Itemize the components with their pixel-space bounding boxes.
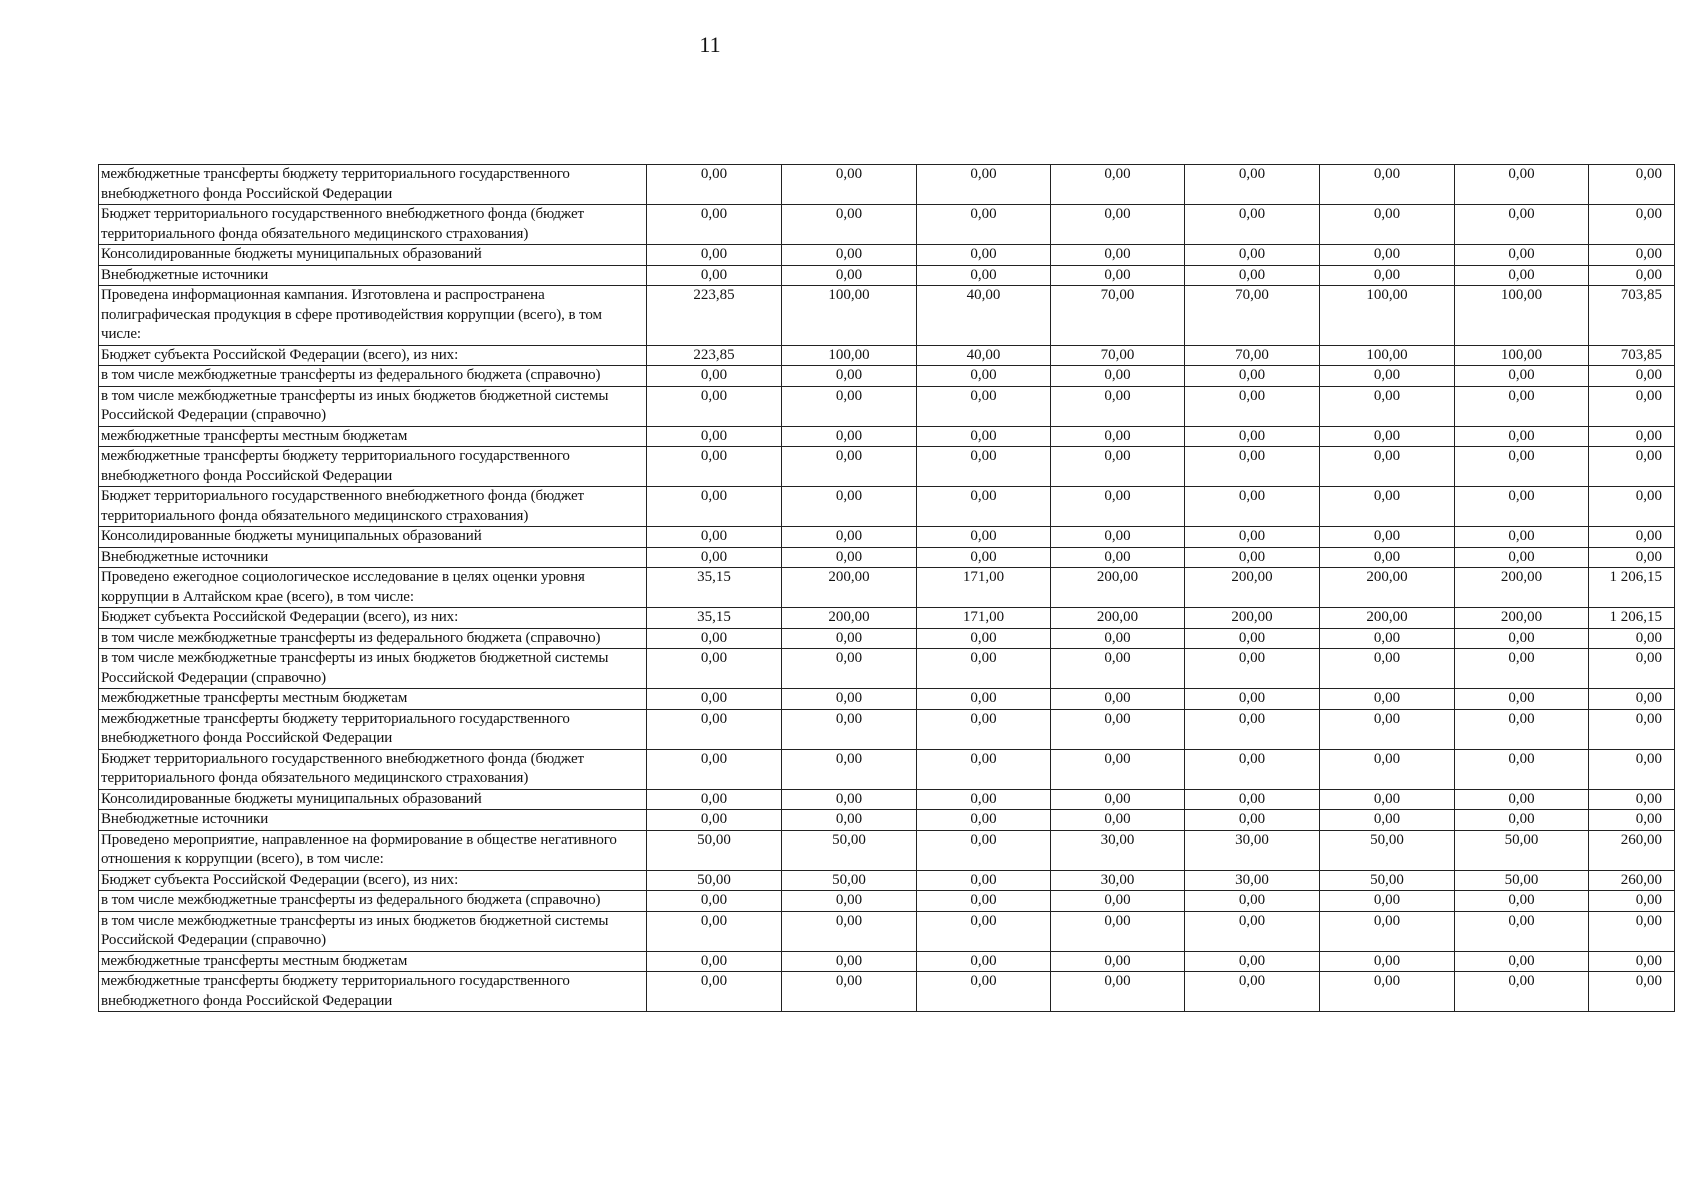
value-cell: 0,00 bbox=[782, 205, 917, 245]
value-cell: 0,00 bbox=[1455, 689, 1589, 710]
value-cell: 0,00 bbox=[1455, 891, 1589, 912]
value-cell: 0,00 bbox=[1455, 649, 1589, 689]
row-label: Проведена информационная кампания. Изготовлена и распространена полиграфическая продукция в сфере противодействия коррупции (всего), в том числе: bbox=[99, 286, 647, 346]
value-cell: 0,00 bbox=[647, 527, 782, 548]
value-cell: 0,00 bbox=[917, 426, 1051, 447]
table-row bbox=[99, 547, 1675, 568]
value-cell: 0,00 bbox=[782, 789, 917, 810]
value-cell: 0,00 bbox=[917, 951, 1051, 972]
table-row bbox=[99, 911, 1675, 951]
value-cell: 40,00 bbox=[917, 286, 1051, 346]
value-cell: 0,00 bbox=[1185, 789, 1320, 810]
table-row bbox=[99, 951, 1675, 972]
row-label: в том числе межбюджетные трансферты из иных бюджетов бюджетной системы Российской Федерации (справочно) bbox=[99, 386, 647, 426]
total-value-cell: 0,00 bbox=[1589, 447, 1675, 487]
value-cell: 171,00 bbox=[917, 568, 1051, 608]
value-cell: 0,00 bbox=[1185, 487, 1320, 527]
value-cell: 0,00 bbox=[1455, 366, 1589, 387]
value-cell: 0,00 bbox=[647, 810, 782, 831]
value-cell: 0,00 bbox=[917, 487, 1051, 527]
value-cell: 0,00 bbox=[1320, 265, 1455, 286]
value-cell: 0,00 bbox=[782, 366, 917, 387]
value-cell: 0,00 bbox=[1185, 205, 1320, 245]
value-cell: 0,00 bbox=[1320, 547, 1455, 568]
table-row bbox=[99, 749, 1675, 789]
value-cell: 0,00 bbox=[1051, 265, 1185, 286]
value-cell: 0,00 bbox=[647, 789, 782, 810]
value-cell: 0,00 bbox=[647, 911, 782, 951]
row-label: в том числе межбюджетные трансферты из федерального бюджета (справочно) bbox=[99, 891, 647, 912]
value-cell: 0,00 bbox=[647, 972, 782, 1012]
value-cell: 0,00 bbox=[647, 547, 782, 568]
value-cell: 0,00 bbox=[1455, 245, 1589, 266]
total-value-cell: 1 206,15 bbox=[1589, 568, 1675, 608]
value-cell: 0,00 bbox=[917, 527, 1051, 548]
row-label: в том числе межбюджетные трансферты из федерального бюджета (справочно) bbox=[99, 628, 647, 649]
value-cell: 0,00 bbox=[1185, 165, 1320, 205]
table-row bbox=[99, 810, 1675, 831]
value-cell: 50,00 bbox=[782, 870, 917, 891]
value-cell: 0,00 bbox=[647, 245, 782, 266]
value-cell: 0,00 bbox=[1051, 749, 1185, 789]
table-row bbox=[99, 789, 1675, 810]
value-cell: 200,00 bbox=[1320, 608, 1455, 629]
value-cell: 0,00 bbox=[1455, 709, 1589, 749]
value-cell: 0,00 bbox=[1455, 426, 1589, 447]
value-cell: 0,00 bbox=[917, 386, 1051, 426]
value-cell: 100,00 bbox=[782, 286, 917, 346]
value-cell: 0,00 bbox=[782, 951, 917, 972]
value-cell: 0,00 bbox=[782, 386, 917, 426]
value-cell: 200,00 bbox=[1185, 608, 1320, 629]
value-cell: 0,00 bbox=[917, 628, 1051, 649]
row-label: в том числе межбюджетные трансферты из иных бюджетов бюджетной системы Российской Федерации (справочно) bbox=[99, 911, 647, 951]
value-cell: 0,00 bbox=[1185, 649, 1320, 689]
row-label: межбюджетные трансферты бюджету территориального государственного внебюджетного фонда Российской Федерации bbox=[99, 972, 647, 1012]
value-cell: 0,00 bbox=[1320, 628, 1455, 649]
value-cell: 0,00 bbox=[1185, 447, 1320, 487]
total-value-cell: 0,00 bbox=[1589, 265, 1675, 286]
value-cell: 30,00 bbox=[1185, 830, 1320, 870]
value-cell: 0,00 bbox=[1185, 911, 1320, 951]
value-cell: 0,00 bbox=[647, 265, 782, 286]
value-cell: 0,00 bbox=[647, 951, 782, 972]
value-cell: 30,00 bbox=[1051, 870, 1185, 891]
value-cell: 0,00 bbox=[647, 749, 782, 789]
value-cell: 0,00 bbox=[1320, 366, 1455, 387]
value-cell: 70,00 bbox=[1051, 286, 1185, 346]
value-cell: 0,00 bbox=[917, 165, 1051, 205]
value-cell: 0,00 bbox=[917, 649, 1051, 689]
value-cell: 0,00 bbox=[917, 891, 1051, 912]
value-cell: 0,00 bbox=[917, 870, 1051, 891]
value-cell: 200,00 bbox=[1320, 568, 1455, 608]
value-cell: 0,00 bbox=[647, 709, 782, 749]
value-cell: 200,00 bbox=[782, 568, 917, 608]
value-cell: 0,00 bbox=[1051, 891, 1185, 912]
value-cell: 0,00 bbox=[1455, 165, 1589, 205]
table-row bbox=[99, 286, 1675, 346]
value-cell: 0,00 bbox=[1320, 951, 1455, 972]
value-cell: 0,00 bbox=[782, 487, 917, 527]
value-cell: 30,00 bbox=[1185, 870, 1320, 891]
value-cell: 0,00 bbox=[782, 891, 917, 912]
value-cell: 0,00 bbox=[782, 911, 917, 951]
value-cell: 35,15 bbox=[647, 608, 782, 629]
value-cell: 0,00 bbox=[1455, 951, 1589, 972]
value-cell: 0,00 bbox=[1455, 447, 1589, 487]
total-value-cell: 0,00 bbox=[1589, 205, 1675, 245]
row-label: Консолидированные бюджеты муниципальных образований bbox=[99, 527, 647, 548]
table-row bbox=[99, 205, 1675, 245]
value-cell: 0,00 bbox=[917, 749, 1051, 789]
value-cell: 0,00 bbox=[1455, 972, 1589, 1012]
row-label: Бюджет территориального государственного внебюджетного фонда (бюджет территориального фонда обязательного медицинского страхования) bbox=[99, 487, 647, 527]
value-cell: 0,00 bbox=[1185, 709, 1320, 749]
total-value-cell: 0,00 bbox=[1589, 749, 1675, 789]
value-cell: 0,00 bbox=[1051, 709, 1185, 749]
value-cell: 0,00 bbox=[1051, 951, 1185, 972]
value-cell: 50,00 bbox=[782, 830, 917, 870]
value-cell: 100,00 bbox=[782, 345, 917, 366]
value-cell: 0,00 bbox=[647, 366, 782, 387]
table-row bbox=[99, 265, 1675, 286]
value-cell: 0,00 bbox=[647, 891, 782, 912]
row-label: Консолидированные бюджеты муниципальных образований bbox=[99, 789, 647, 810]
value-cell: 40,00 bbox=[917, 345, 1051, 366]
value-cell: 0,00 bbox=[1185, 951, 1320, 972]
table-row bbox=[99, 345, 1675, 366]
value-cell: 0,00 bbox=[647, 487, 782, 527]
value-cell: 0,00 bbox=[1320, 810, 1455, 831]
value-cell: 0,00 bbox=[1185, 689, 1320, 710]
table-row bbox=[99, 487, 1675, 527]
total-value-cell: 0,00 bbox=[1589, 386, 1675, 426]
value-cell: 35,15 bbox=[647, 568, 782, 608]
value-cell: 0,00 bbox=[1185, 749, 1320, 789]
value-cell: 100,00 bbox=[1320, 286, 1455, 346]
value-cell: 0,00 bbox=[782, 527, 917, 548]
value-cell: 0,00 bbox=[1455, 749, 1589, 789]
value-cell: 0,00 bbox=[1455, 386, 1589, 426]
value-cell: 0,00 bbox=[647, 426, 782, 447]
value-cell: 0,00 bbox=[1455, 487, 1589, 527]
value-cell: 0,00 bbox=[1320, 447, 1455, 487]
value-cell: 0,00 bbox=[647, 447, 782, 487]
table-row bbox=[99, 689, 1675, 710]
value-cell: 30,00 bbox=[1051, 830, 1185, 870]
value-cell: 100,00 bbox=[1320, 345, 1455, 366]
table-row bbox=[99, 245, 1675, 266]
value-cell: 0,00 bbox=[1051, 527, 1185, 548]
value-cell: 0,00 bbox=[1185, 891, 1320, 912]
value-cell: 0,00 bbox=[1185, 628, 1320, 649]
value-cell: 0,00 bbox=[917, 447, 1051, 487]
value-cell: 0,00 bbox=[782, 709, 917, 749]
value-cell: 0,00 bbox=[1185, 386, 1320, 426]
value-cell: 0,00 bbox=[1455, 547, 1589, 568]
value-cell: 0,00 bbox=[782, 165, 917, 205]
value-cell: 0,00 bbox=[917, 789, 1051, 810]
row-label: в том числе межбюджетные трансферты из федерального бюджета (справочно) bbox=[99, 366, 647, 387]
value-cell: 0,00 bbox=[647, 689, 782, 710]
value-cell: 0,00 bbox=[1185, 527, 1320, 548]
value-cell: 0,00 bbox=[1320, 789, 1455, 810]
value-cell: 0,00 bbox=[917, 265, 1051, 286]
value-cell: 0,00 bbox=[1051, 366, 1185, 387]
value-cell: 50,00 bbox=[1455, 870, 1589, 891]
table-row bbox=[99, 870, 1675, 891]
table-body bbox=[99, 165, 1675, 1012]
value-cell: 0,00 bbox=[1455, 205, 1589, 245]
table-row bbox=[99, 366, 1675, 387]
total-value-cell: 0,00 bbox=[1589, 165, 1675, 205]
total-value-cell: 1 206,15 bbox=[1589, 608, 1675, 629]
value-cell: 223,85 bbox=[647, 286, 782, 346]
table-row bbox=[99, 628, 1675, 649]
total-value-cell: 0,00 bbox=[1589, 709, 1675, 749]
value-cell: 0,00 bbox=[1320, 891, 1455, 912]
value-cell: 0,00 bbox=[1051, 447, 1185, 487]
value-cell: 200,00 bbox=[1455, 568, 1589, 608]
total-value-cell: 703,85 bbox=[1589, 286, 1675, 346]
table-row bbox=[99, 891, 1675, 912]
row-label: межбюджетные трансферты бюджету территориального государственного внебюджетного фонда Российской Федерации bbox=[99, 709, 647, 749]
value-cell: 0,00 bbox=[782, 689, 917, 710]
value-cell: 0,00 bbox=[1051, 547, 1185, 568]
row-label: Внебюджетные источники bbox=[99, 810, 647, 831]
total-value-cell: 0,00 bbox=[1589, 487, 1675, 527]
value-cell: 0,00 bbox=[1051, 487, 1185, 527]
table-row bbox=[99, 568, 1675, 608]
table-row bbox=[99, 426, 1675, 447]
row-label: Проведено мероприятие, направленное на формирование в обществе негативного отношения к коррупции (всего), в том числе: bbox=[99, 830, 647, 870]
value-cell: 0,00 bbox=[1051, 165, 1185, 205]
value-cell: 0,00 bbox=[782, 426, 917, 447]
table-row bbox=[99, 527, 1675, 548]
value-cell: 0,00 bbox=[782, 810, 917, 831]
total-value-cell: 260,00 bbox=[1589, 830, 1675, 870]
total-value-cell: 260,00 bbox=[1589, 870, 1675, 891]
table-row bbox=[99, 972, 1675, 1012]
value-cell: 0,00 bbox=[917, 972, 1051, 1012]
value-cell: 0,00 bbox=[1455, 628, 1589, 649]
value-cell: 0,00 bbox=[917, 689, 1051, 710]
value-cell: 0,00 bbox=[782, 447, 917, 487]
total-value-cell: 0,00 bbox=[1589, 547, 1675, 568]
value-cell: 0,00 bbox=[917, 366, 1051, 387]
value-cell: 0,00 bbox=[1320, 426, 1455, 447]
value-cell: 50,00 bbox=[1320, 830, 1455, 870]
value-cell: 0,00 bbox=[1185, 245, 1320, 266]
total-value-cell: 0,00 bbox=[1589, 527, 1675, 548]
total-value-cell: 0,00 bbox=[1589, 789, 1675, 810]
row-label: Проведено ежегодное социологическое исследование в целях оценки уровня коррупции в Алтайском крае (всего), в том числе: bbox=[99, 568, 647, 608]
value-cell: 0,00 bbox=[1051, 628, 1185, 649]
value-cell: 0,00 bbox=[1320, 972, 1455, 1012]
value-cell: 171,00 bbox=[917, 608, 1051, 629]
row-label: межбюджетные трансферты местным бюджетам bbox=[99, 951, 647, 972]
value-cell: 0,00 bbox=[1320, 245, 1455, 266]
value-cell: 0,00 bbox=[782, 547, 917, 568]
value-cell: 0,00 bbox=[1051, 386, 1185, 426]
value-cell: 50,00 bbox=[647, 870, 782, 891]
value-cell: 0,00 bbox=[1185, 547, 1320, 568]
value-cell: 0,00 bbox=[1320, 709, 1455, 749]
total-value-cell: 0,00 bbox=[1589, 891, 1675, 912]
value-cell: 70,00 bbox=[1051, 345, 1185, 366]
table-row bbox=[99, 165, 1675, 205]
table-row bbox=[99, 608, 1675, 629]
table-row bbox=[99, 649, 1675, 689]
value-cell: 0,00 bbox=[1051, 689, 1185, 710]
value-cell: 0,00 bbox=[1185, 972, 1320, 1012]
row-label: Бюджет субъекта Российской Федерации (всего), из них: bbox=[99, 608, 647, 629]
total-value-cell: 0,00 bbox=[1589, 628, 1675, 649]
value-cell: 200,00 bbox=[1185, 568, 1320, 608]
value-cell: 0,00 bbox=[917, 245, 1051, 266]
value-cell: 0,00 bbox=[1051, 245, 1185, 266]
row-label: Бюджет субъекта Российской Федерации (всего), из них: bbox=[99, 870, 647, 891]
value-cell: 0,00 bbox=[782, 245, 917, 266]
total-value-cell: 0,00 bbox=[1589, 426, 1675, 447]
value-cell: 0,00 bbox=[917, 205, 1051, 245]
value-cell: 200,00 bbox=[1051, 608, 1185, 629]
value-cell: 0,00 bbox=[1185, 426, 1320, 447]
value-cell: 0,00 bbox=[917, 810, 1051, 831]
total-value-cell: 0,00 bbox=[1589, 972, 1675, 1012]
value-cell: 50,00 bbox=[1320, 870, 1455, 891]
table-row bbox=[99, 709, 1675, 749]
row-label: Внебюджетные источники bbox=[99, 547, 647, 568]
row-label: межбюджетные трансферты местным бюджетам bbox=[99, 426, 647, 447]
value-cell: 0,00 bbox=[1320, 527, 1455, 548]
total-value-cell: 0,00 bbox=[1589, 245, 1675, 266]
total-value-cell: 0,00 bbox=[1589, 689, 1675, 710]
value-cell: 0,00 bbox=[1455, 810, 1589, 831]
row-label: межбюджетные трансферты бюджету территориального государственного внебюджетного фонда Российской Федерации bbox=[99, 447, 647, 487]
total-value-cell: 0,00 bbox=[1589, 366, 1675, 387]
value-cell: 0,00 bbox=[647, 628, 782, 649]
table-row bbox=[99, 830, 1675, 870]
value-cell: 0,00 bbox=[917, 547, 1051, 568]
value-cell: 0,00 bbox=[917, 911, 1051, 951]
value-cell: 0,00 bbox=[1455, 911, 1589, 951]
total-value-cell: 0,00 bbox=[1589, 810, 1675, 831]
value-cell: 0,00 bbox=[782, 749, 917, 789]
value-cell: 50,00 bbox=[647, 830, 782, 870]
value-cell: 0,00 bbox=[1185, 810, 1320, 831]
value-cell: 0,00 bbox=[647, 205, 782, 245]
value-cell: 0,00 bbox=[1051, 789, 1185, 810]
row-label: Бюджет субъекта Российской Федерации (всего), из них: bbox=[99, 345, 647, 366]
value-cell: 0,00 bbox=[1455, 265, 1589, 286]
value-cell: 70,00 bbox=[1185, 345, 1320, 366]
value-cell: 100,00 bbox=[1455, 286, 1589, 346]
page-number: 11 bbox=[699, 32, 721, 57]
value-cell: 0,00 bbox=[1051, 426, 1185, 447]
value-cell: 200,00 bbox=[1051, 568, 1185, 608]
value-cell: 0,00 bbox=[1051, 810, 1185, 831]
total-value-cell: 0,00 bbox=[1589, 649, 1675, 689]
value-cell: 0,00 bbox=[1455, 789, 1589, 810]
total-value-cell: 0,00 bbox=[1589, 911, 1675, 951]
row-label: Внебюджетные источники bbox=[99, 265, 647, 286]
budget-table bbox=[98, 164, 1675, 1012]
value-cell: 0,00 bbox=[1320, 689, 1455, 710]
value-cell: 0,00 bbox=[782, 628, 917, 649]
value-cell: 0,00 bbox=[917, 830, 1051, 870]
value-cell: 0,00 bbox=[1051, 972, 1185, 1012]
value-cell: 200,00 bbox=[1455, 608, 1589, 629]
row-label: межбюджетные трансферты бюджету территориального государственного внебюджетного фонда Российской Федерации bbox=[99, 165, 647, 205]
value-cell: 0,00 bbox=[1320, 911, 1455, 951]
value-cell: 0,00 bbox=[1320, 749, 1455, 789]
value-cell: 0,00 bbox=[1320, 386, 1455, 426]
value-cell: 0,00 bbox=[1185, 366, 1320, 387]
value-cell: 200,00 bbox=[782, 608, 917, 629]
value-cell: 0,00 bbox=[782, 265, 917, 286]
value-cell: 0,00 bbox=[647, 386, 782, 426]
value-cell: 0,00 bbox=[1320, 649, 1455, 689]
table-row bbox=[99, 386, 1675, 426]
value-cell: 0,00 bbox=[1185, 265, 1320, 286]
value-cell: 0,00 bbox=[1455, 527, 1589, 548]
total-value-cell: 703,85 bbox=[1589, 345, 1675, 366]
value-cell: 0,00 bbox=[782, 649, 917, 689]
value-cell: 0,00 bbox=[647, 165, 782, 205]
value-cell: 0,00 bbox=[1320, 487, 1455, 527]
row-label: Бюджет территориального государственного внебюджетного фонда (бюджет территориального фонда обязательного медицинского страхования) bbox=[99, 205, 647, 245]
row-label: межбюджетные трансферты местным бюджетам bbox=[99, 689, 647, 710]
value-cell: 0,00 bbox=[647, 649, 782, 689]
total-value-cell: 0,00 bbox=[1589, 951, 1675, 972]
value-cell: 0,00 bbox=[1320, 205, 1455, 245]
value-cell: 0,00 bbox=[782, 972, 917, 1012]
value-cell: 0,00 bbox=[1051, 205, 1185, 245]
table-row bbox=[99, 447, 1675, 487]
value-cell: 0,00 bbox=[1320, 165, 1455, 205]
value-cell: 50,00 bbox=[1455, 830, 1589, 870]
value-cell: 223,85 bbox=[647, 345, 782, 366]
value-cell: 0,00 bbox=[1051, 649, 1185, 689]
row-label: Консолидированные бюджеты муниципальных образований bbox=[99, 245, 647, 266]
value-cell: 70,00 bbox=[1185, 286, 1320, 346]
value-cell: 0,00 bbox=[1051, 911, 1185, 951]
row-label: в том числе межбюджетные трансферты из иных бюджетов бюджетной системы Российской Федерации (справочно) bbox=[99, 649, 647, 689]
value-cell: 100,00 bbox=[1455, 345, 1589, 366]
row-label: Бюджет территориального государственного внебюджетного фонда (бюджет территориального фонда обязательного медицинского страхования) bbox=[99, 749, 647, 789]
value-cell: 0,00 bbox=[917, 709, 1051, 749]
